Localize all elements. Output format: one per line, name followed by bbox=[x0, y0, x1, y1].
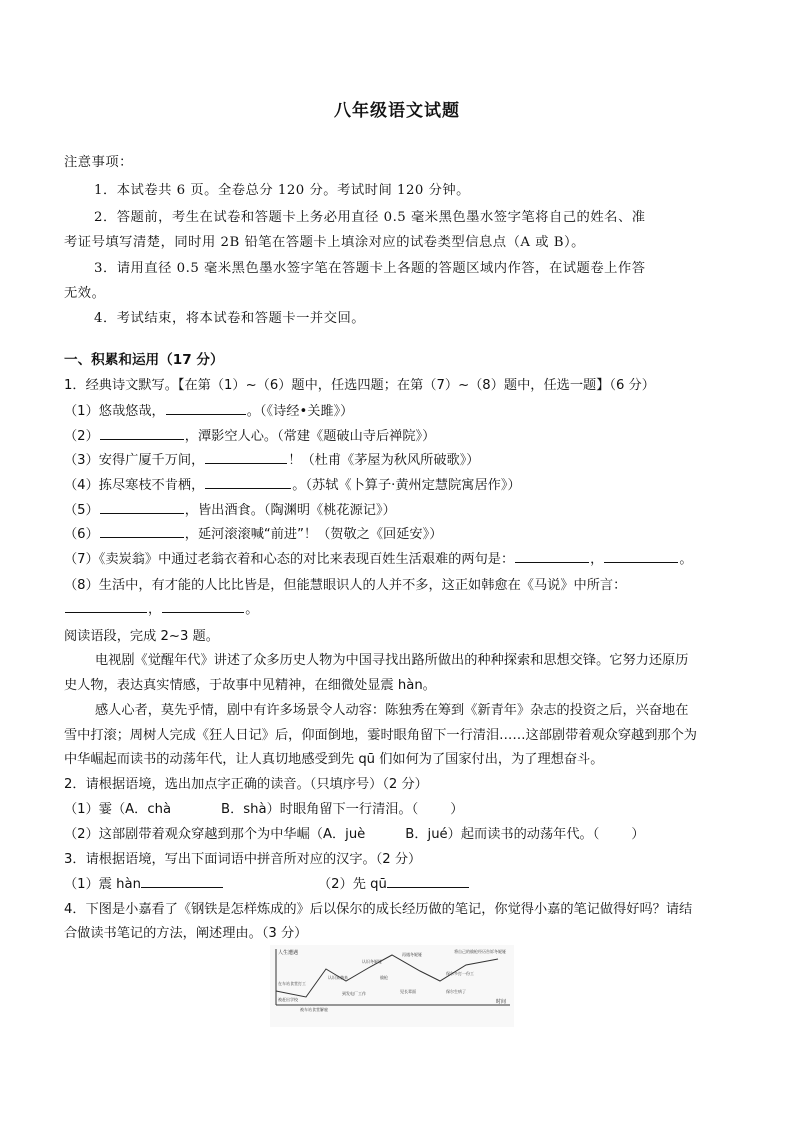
q1-item-6 bbox=[64, 523, 442, 542]
note-3-line-2: 无效。 bbox=[64, 286, 106, 301]
answer-blank[interactable] bbox=[100, 523, 184, 538]
q1-item-7 bbox=[64, 548, 693, 567]
q1-item-4 bbox=[64, 474, 521, 493]
q2-item-2-a: （2）这部剧带着观众穿越到那个为中华崛（A．juè bbox=[64, 827, 366, 842]
q2-item-1-a: （1）霎（A．chà bbox=[64, 802, 172, 817]
q1-item-1 bbox=[64, 400, 353, 419]
event-label: 认识朱赫来 bbox=[328, 975, 348, 980]
q1-item-6-prefix: （6） bbox=[64, 527, 99, 542]
q4-stem-line-2: 合做读书笔记的方法，阐述理由。（3 分） bbox=[64, 926, 308, 941]
answer-blank[interactable] bbox=[162, 598, 244, 613]
answer-blank[interactable] bbox=[515, 548, 589, 563]
event-label: 在车站食堂打工 bbox=[278, 981, 306, 986]
q1-item-3 bbox=[64, 449, 479, 468]
y-axis-label: 人生遭遇 bbox=[278, 950, 299, 956]
event-label: 认识冬妮娅 bbox=[362, 959, 382, 964]
q1-item-8-sep: ， bbox=[148, 602, 162, 617]
q2-item-2-b: B．jué）起而读书的动荡年代。（ bbox=[405, 827, 600, 842]
event-label: 到发电厂工作 bbox=[342, 991, 366, 996]
q1-item-1-suffix: 。（《诗经•关雎》） bbox=[246, 404, 354, 419]
q1-item-5-suffix: ，皆出酒食。（陶渊明《桃花源记》） bbox=[184, 503, 396, 518]
reading-p2-line-2: 雪中打滚；周树人完成《狂人日记》后，仰面倒地，霎时眼角留下一行清泪……这部剧带着观众穿越到那个为 bbox=[64, 728, 697, 743]
q1-item-8-end: 。 bbox=[245, 602, 259, 617]
event-label: 被赶出学校 bbox=[278, 997, 298, 1002]
q1-item-2 bbox=[64, 425, 435, 444]
q2-item-2 bbox=[64, 823, 645, 842]
answer-slot[interactable] bbox=[419, 799, 449, 813]
reading-p2-line-3: 中华崛起而读书的动荡年代，让人真切地感受到先 qū 们如何为了国家付出，为了理想奋斗。 bbox=[64, 752, 604, 767]
event-label: 再遇冬妮娅 bbox=[402, 952, 422, 957]
q2-stem: 2．请根据语境，选出加点字正确的读音。（只填序号）（2 分） bbox=[64, 777, 428, 792]
q2-item-1-b: B．shà）时眼角留下一行清泪。（ bbox=[221, 802, 419, 817]
growth-timeline-figure bbox=[270, 945, 514, 1027]
q1-item-5 bbox=[64, 499, 396, 518]
reading-p2-line-1: 感人心者，莫先乎情，剧中有许多场景令人动容：陈独秀在筹到《新青年》杂志的投资之后，兴奋地在 bbox=[95, 703, 689, 718]
q2-item-1 bbox=[64, 798, 463, 817]
q1-item-5-prefix: （5） bbox=[64, 503, 99, 518]
note-2-line-1: 2．答题前，考生在试卷和答题卡上务必用直径 0.5 毫米黑色墨水签字笔将自己的姓名、准 bbox=[94, 210, 646, 225]
event-label: 保尔多打一份工 bbox=[446, 971, 474, 976]
reading-p1-line-1: 电视剧《觉醒年代》讲述了众多历史人物为中国寻找出路所做出的种种探索和思想交锋。它努力还原历 bbox=[95, 653, 689, 668]
answer-blank[interactable] bbox=[100, 425, 184, 440]
note-4: 4．考试结束，将本试卷和答题卡一并交回。 bbox=[94, 311, 366, 326]
q4-stem-line-1: 4．下图是小嘉看了《钢铁是怎样炼成的》后以保尔的成长经历做的笔记，你觉得小嘉的笔记做得好吗？请结 bbox=[64, 902, 693, 917]
x-axis-label: 时间 bbox=[496, 999, 507, 1005]
q1-item-4-suffix: 。（苏轼《卜算子·黄州定慧院寓居作》） bbox=[292, 478, 521, 493]
q1-item-7-sep: ， bbox=[590, 552, 604, 567]
q1-item-2-suffix: ，潭影空人心。（常建《题破山寺后禅院》） bbox=[184, 429, 436, 444]
q1-item-7-end: 。 bbox=[679, 552, 693, 567]
q1-item-6-suffix: ，延河滚滚喊“前进”！（贺敬之《回延安》） bbox=[184, 527, 443, 542]
event-label: 偷枪 bbox=[380, 975, 388, 980]
notes-heading: 注意事项： bbox=[64, 155, 133, 170]
reading-intro: 阅读语段，完成 2~3 题。 bbox=[64, 629, 219, 644]
q3-item-2 bbox=[318, 873, 470, 892]
q3-item-1-label: （1）震 hàn bbox=[64, 877, 141, 892]
note-1: 1．本试卷共 6 页。全卷总分 120 分。考试时间 120 分钟。 bbox=[94, 183, 470, 198]
answer-blank[interactable] bbox=[65, 598, 147, 613]
q1-item-1-prefix: （1）悠哉悠哉， bbox=[64, 404, 165, 419]
answer-blank[interactable] bbox=[604, 548, 678, 563]
event-label: 被车站食堂解雇 bbox=[300, 1007, 328, 1012]
page-title: 八年级语文试题 bbox=[334, 101, 460, 121]
answer-blank[interactable] bbox=[141, 873, 223, 888]
section-heading: 一、积累和运用（17 分） bbox=[64, 352, 224, 368]
event-label: 见长辈面 bbox=[400, 989, 416, 994]
event-label: 保尔生病了 bbox=[446, 989, 466, 994]
q1-item-3-prefix: （3）安得广厦千万间， bbox=[64, 453, 205, 468]
answer-blank[interactable] bbox=[166, 400, 246, 415]
q1-item-8-blanks bbox=[64, 598, 258, 617]
answer-blank[interactable] bbox=[205, 449, 287, 464]
answer-blank[interactable] bbox=[205, 474, 291, 489]
q3-item-2-label: （2）先 qū bbox=[318, 877, 387, 892]
q1-item-2-prefix: （2） bbox=[64, 429, 99, 444]
q2-item-2-c: ） bbox=[631, 827, 645, 842]
q3-stem: 3．请根据语境，写出下面词语中拼音所对应的汉字。（2 分） bbox=[64, 852, 422, 867]
q1-item-8: （8）生活中，有才能的人比比皆是，但能慧眼识人的人并不多，这正如韩愈在《马说》中所言： bbox=[64, 578, 627, 593]
reading-p1-line-2: 史人物，表达真实情感，于故事中见精神，在细微处显震 hàn。 bbox=[64, 678, 436, 693]
answer-blank[interactable] bbox=[100, 499, 184, 514]
q1-item-3-suffix: ！（杜甫《茅屋为秋风所破歌》） bbox=[288, 453, 480, 468]
q1-stem: 1．经典诗文默写。【在第（1）~（6）题中，任选四题；在第（7）~（8）题中，任选一题】（6 分） bbox=[64, 378, 655, 393]
q1-item-7-prefix: （7）《卖炭翁》中通过老翁衣着和心态的对比来表现百姓生活艰难的两句是： bbox=[64, 552, 515, 567]
q1-item-4-prefix: （4）拣尽寒枝不肯栖， bbox=[64, 478, 205, 493]
event-label: 将自己的偷枪经历告诉冬妮娅 bbox=[454, 949, 506, 954]
answer-blank[interactable] bbox=[387, 873, 469, 888]
note-3-line-1: 3．请用直径 0.5 毫米黑色墨水签字笔在答题卡上各题的答题区域内作答，在试题卷上作答 bbox=[94, 261, 646, 276]
q2-item-1-c: ） bbox=[450, 802, 464, 817]
note-2-line-2: 考证号填写清楚，同时用 2B 铅笔在答题卡上填涂对应的试卷类型信息点（A 或 B）。 bbox=[64, 235, 585, 250]
q3-item-1 bbox=[64, 873, 224, 892]
answer-slot[interactable] bbox=[600, 824, 630, 838]
